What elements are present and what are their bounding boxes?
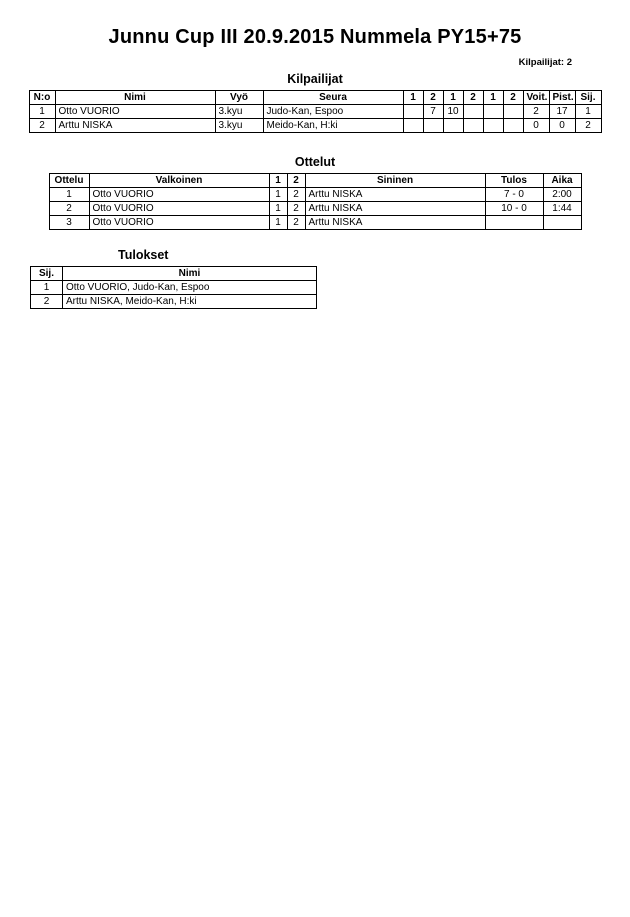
column-header-club: Seura xyxy=(263,91,403,105)
matches-table xyxy=(49,173,582,230)
column-header-rank: Sij. xyxy=(575,91,601,105)
column-header-result-rank: Sij. xyxy=(31,267,63,281)
competitor-score-5 xyxy=(483,105,503,119)
column-header-round-2b: 2 xyxy=(463,91,483,105)
column-header-time: Aika xyxy=(543,174,581,188)
participants-count: Kilpailijat: 2 xyxy=(518,57,572,68)
competitor-no: 1 xyxy=(29,105,55,119)
match-white-no: 1 xyxy=(269,216,287,230)
document-page xyxy=(0,26,630,917)
result-rank: 2 xyxy=(31,295,63,309)
match-white: Otto VUORIO xyxy=(89,202,269,216)
competitor-wins: 0 xyxy=(523,119,549,133)
table-row xyxy=(49,202,581,216)
competitor-score-3 xyxy=(443,119,463,133)
competitor-belt: 3.kyu xyxy=(215,105,263,119)
table-row xyxy=(29,119,601,133)
competitor-score-4 xyxy=(463,105,483,119)
page-title: Junnu Cup III 20.9.2015 Nummela PY15+75 xyxy=(108,26,522,48)
result-name: Otto VUORIO, Judo-Kan, Espoo xyxy=(63,281,317,295)
match-blue-no: 2 xyxy=(287,216,305,230)
column-header-points: Pist. xyxy=(549,91,575,105)
competitor-score-6 xyxy=(503,105,523,119)
competitor-score-6 xyxy=(503,119,523,133)
column-header-result: Tulos xyxy=(485,174,543,188)
competitor-no: 2 xyxy=(29,119,55,133)
competitor-club: Judo-Kan, Espoo xyxy=(263,105,403,119)
competitor-name: Otto VUORIO xyxy=(55,105,215,119)
result-name: Arttu NISKA, Meido-Kan, H:ki xyxy=(63,295,317,309)
results-heading: Tulokset xyxy=(118,248,169,262)
competitor-wins: 2 xyxy=(523,105,549,119)
column-header-wins: Voit. xyxy=(523,91,549,105)
competitors-heading: Kilpailijat xyxy=(287,72,343,86)
match-time: 1:44 xyxy=(543,202,581,216)
column-header-blue-no: 2 xyxy=(287,174,305,188)
column-header-blue: Sininen xyxy=(305,174,485,188)
competitor-score-1 xyxy=(403,105,423,119)
match-result xyxy=(485,216,543,230)
table-row xyxy=(49,188,581,202)
table-header-row xyxy=(29,91,601,105)
competitor-points: 17 xyxy=(549,105,575,119)
competitor-rank: 1 xyxy=(575,105,601,119)
match-result: 10 - 0 xyxy=(485,202,543,216)
match-blue: Arttu NISKA xyxy=(305,216,485,230)
match-white: Otto VUORIO xyxy=(89,216,269,230)
column-header-belt: Vyö xyxy=(215,91,263,105)
competitor-score-1 xyxy=(403,119,423,133)
match-blue: Arttu NISKA xyxy=(305,202,485,216)
match-no: 1 xyxy=(49,188,89,202)
column-header-round-1c: 1 xyxy=(483,91,503,105)
column-header-white-no: 1 xyxy=(269,174,287,188)
table-row xyxy=(31,281,317,295)
competitor-rank: 2 xyxy=(575,119,601,133)
match-time: 2:00 xyxy=(543,188,581,202)
competitor-belt: 3.kyu xyxy=(215,119,263,133)
match-no: 3 xyxy=(49,216,89,230)
match-time xyxy=(543,216,581,230)
competitors-table xyxy=(29,90,602,133)
result-rank: 1 xyxy=(31,281,63,295)
column-header-round-2a: 2 xyxy=(423,91,443,105)
column-header-result-name: Nimi xyxy=(63,267,317,281)
competitor-score-5 xyxy=(483,119,503,133)
results-table xyxy=(30,266,317,309)
match-blue-no: 2 xyxy=(287,188,305,202)
column-header-no: N:o xyxy=(29,91,55,105)
competitor-score-2 xyxy=(423,119,443,133)
competitor-score-4 xyxy=(463,119,483,133)
match-no: 2 xyxy=(49,202,89,216)
table-row xyxy=(49,216,581,230)
column-header-round-1a: 1 xyxy=(403,91,423,105)
column-header-round-1b: 1 xyxy=(443,91,463,105)
column-header-round-2c: 2 xyxy=(503,91,523,105)
table-row xyxy=(31,295,317,309)
match-white-no: 1 xyxy=(269,188,287,202)
matches-heading: Ottelut xyxy=(294,155,336,169)
match-white-no: 1 xyxy=(269,202,287,216)
table-header-row xyxy=(31,267,317,281)
match-blue: Arttu NISKA xyxy=(305,188,485,202)
column-header-match-no: Ottelu xyxy=(49,174,89,188)
table-row xyxy=(29,105,601,119)
table-header-row xyxy=(49,174,581,188)
match-white: Otto VUORIO xyxy=(89,188,269,202)
competitor-score-3: 10 xyxy=(443,105,463,119)
match-blue-no: 2 xyxy=(287,202,305,216)
column-header-white: Valkoinen xyxy=(89,174,269,188)
competitor-score-2: 7 xyxy=(423,105,443,119)
column-header-name: Nimi xyxy=(55,91,215,105)
competitor-name: Arttu NISKA xyxy=(55,119,215,133)
competitor-points: 0 xyxy=(549,119,575,133)
competitor-club: Meido-Kan, H:ki xyxy=(263,119,403,133)
match-result: 7 - 0 xyxy=(485,188,543,202)
